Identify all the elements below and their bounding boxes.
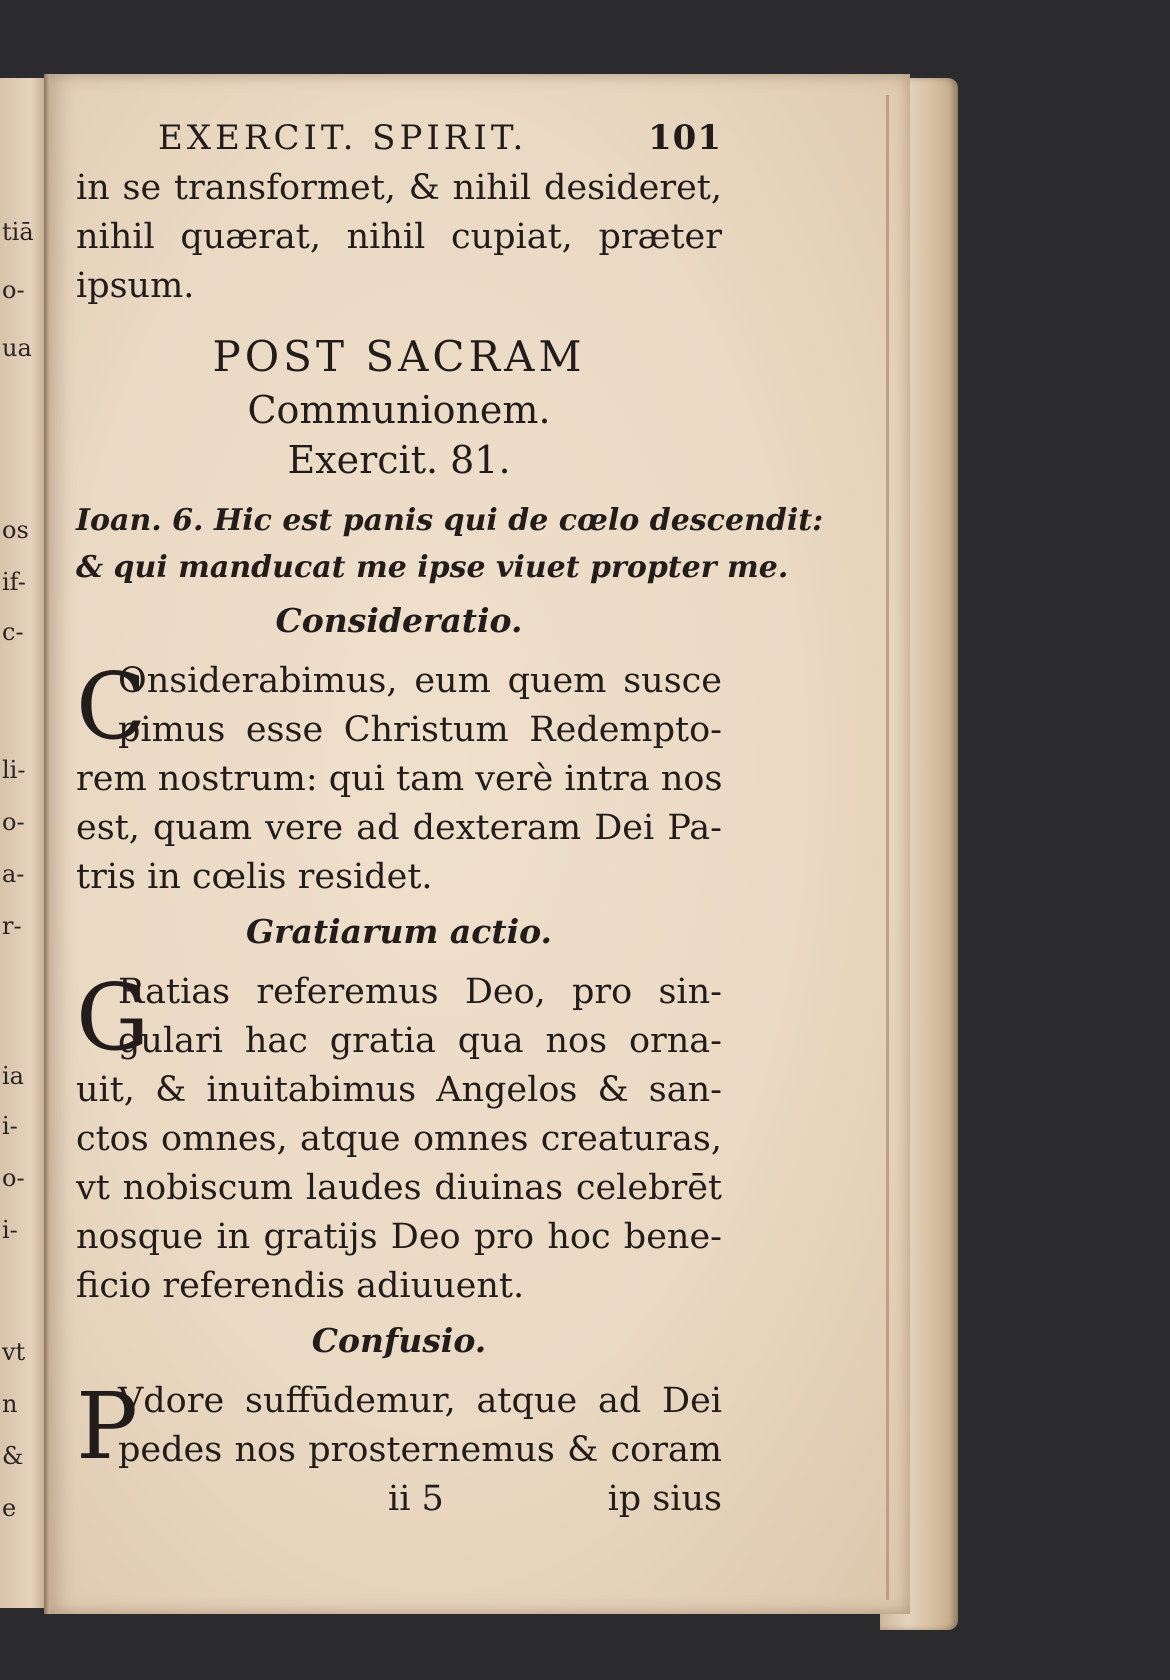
prev-page-fragment: i-	[2, 1216, 18, 1244]
section-heading-sub: Communionem.	[247, 388, 551, 432]
prev-page-fragment: n	[2, 1390, 18, 1418]
text-line: ipsum.	[76, 266, 195, 306]
scripture-quote-line: & qui manducat me ipse viuet propter me.	[76, 550, 789, 585]
text-line: Ratias referemus Deo, pro sin-	[118, 972, 722, 1012]
subheading-confusio: Confusio.	[311, 1321, 487, 1360]
subheading-consideratio: Consideratio.	[275, 601, 523, 640]
paragraph-gratiarum-actio	[76, 964, 722, 1311]
running-head-title: EXERCIT. SPIRIT.	[158, 118, 528, 158]
prev-page-fragment: vt	[2, 1338, 26, 1366]
text-line: Vdore suffūdemur, atque ad Dei	[118, 1381, 722, 1421]
subheading-gratiarum-actio: Gratiarum actio.	[245, 912, 553, 951]
prev-page-fragment: if-	[2, 568, 26, 596]
page-text	[76, 118, 824, 1527]
text-line: pedes nos prosternemus & coram	[118, 1430, 722, 1470]
text-line: Onsiderabimus, eum quem susce	[118, 661, 722, 701]
text-line: in se transformet, & nihil desideret,	[76, 168, 722, 208]
prev-page-fragment: os	[2, 516, 29, 544]
text-line: uit, & inuitabimus Angelos & san-	[76, 1070, 722, 1110]
prev-page-fragment: o-	[2, 276, 25, 304]
prev-page-fragment: a-	[2, 860, 25, 888]
text-line: rem nostrum: qui tam verè intra nos	[76, 759, 723, 799]
running-head	[76, 118, 722, 164]
previous-page-strip	[0, 78, 44, 1608]
text-line: vt nobiscum laudes diuinas celebrēt	[76, 1168, 722, 1208]
prev-page-fragment: e	[2, 1494, 17, 1522]
prev-page-fragment: o-	[2, 808, 25, 836]
signature-line	[76, 1475, 722, 1527]
page-fold-line	[886, 95, 889, 1600]
text-line: pimus esse Christum Redempto-	[118, 710, 722, 750]
text-line: nosque in gratijs Deo pro hoc bene-	[76, 1217, 722, 1257]
drop-cap: P	[76, 1373, 138, 1480]
scripture-quote-line: Ioan. 6. Hic est panis qui de cœlo descendit:	[76, 503, 824, 538]
prev-page-fragment: o-	[2, 1164, 25, 1192]
paragraph-confusio	[76, 1373, 722, 1480]
text-line: est, quam vere ad dexteram Dei Pa-	[76, 808, 722, 848]
section-heading-main: POST SACRAM	[212, 332, 586, 381]
gutter-shadow	[44, 74, 50, 1614]
prev-page-fragment: ua	[2, 334, 32, 362]
drop-cap: C	[76, 653, 147, 760]
text-line: nihil quærat, nihil cupiat, præter	[76, 217, 722, 257]
paragraph-consideratio	[76, 653, 723, 902]
prev-page-fragment: li-	[2, 756, 26, 784]
exercise-number: Exercit. 81.	[287, 438, 511, 482]
signature-mark: ii 5	[388, 1479, 444, 1519]
prev-page-fragment: r-	[2, 912, 22, 940]
page-number: 101	[648, 118, 722, 158]
prev-page-fragment: tiā	[2, 218, 34, 246]
text-line: ctos omnes, atque omnes creaturas,	[76, 1119, 722, 1159]
prev-page-fragment: &	[2, 1442, 24, 1470]
text-line: ficio referendis adiuuent.	[76, 1266, 525, 1306]
drop-cap: G	[76, 964, 150, 1071]
prev-page-fragment: c-	[2, 618, 24, 646]
text-line: gulari hac gratia qua nos orna-	[118, 1021, 722, 1061]
prev-page-fragment: i-	[2, 1112, 18, 1140]
catchword: ip sius	[607, 1479, 722, 1519]
prev-page-fragment: ia	[2, 1062, 24, 1090]
text-line: tris in cœlis residet.	[76, 857, 433, 897]
